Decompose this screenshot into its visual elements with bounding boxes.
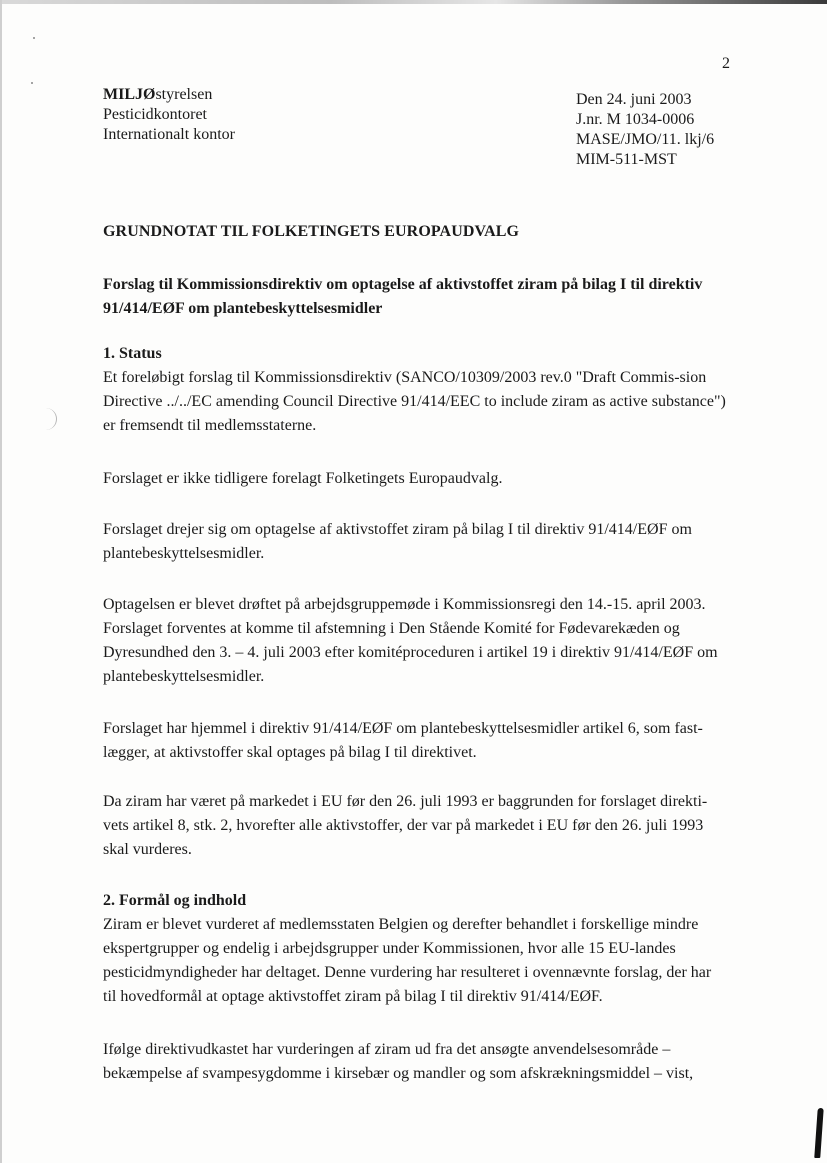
section-status-para-4 — [103, 593, 728, 689]
department-name: Pesticidkontoret — [103, 106, 207, 123]
office-name: Internationalt kontor — [103, 126, 235, 143]
paragraph: Ifølge direktivudkastet har vurderingen af ziram ud fra det ansøgte anvendelsesområde – bekæmpelse af svampesygdomme i kirsebær og mandler og som afskrækningsmiddel – vist, — [103, 1041, 694, 1082]
paragraph: Forslaget har hjemmel i direktiv 91/414/EØF om plantebeskyttelsesmidler artikel 6, som fast-lægger, at aktivstoffer skal optages på bilag I til direktivet. — [103, 720, 703, 761]
scan-speck — [33, 37, 35, 39]
paragraph: Et foreløbigt forslag til Kommissionsdirektiv (SANCO/10309/2003 rev.0 "Draft Commis-sion Directive ../../EC amending Council Directive 91/414/EEC to include ziram as active substance") er fremsendt til medlemsstaterne. — [103, 369, 726, 434]
binder-hole-mark — [42, 408, 57, 430]
organization-name-bold: MILJØ — [103, 86, 156, 103]
document-date: Den 24. juni 2003 — [576, 91, 692, 108]
paragraph: Forslaget er ikke tidligere forelagt Folketingets Europaudvalg. — [103, 470, 503, 487]
organization-name — [103, 85, 235, 105]
organization-name-rest: styrelsen — [155, 86, 213, 103]
section-purpose — [103, 889, 728, 1009]
reference-block — [576, 90, 714, 170]
paragraph: Da ziram har været på markedet i EU før den 26. juli 1993 er baggrunden for forslaget direkti-vets artikel 8, stk. 2, hvorefter alle aktivstoffer, der var på markedet i EU før den 26. juli 1993 skal vurderes. — [103, 793, 708, 858]
letterhead — [103, 85, 235, 145]
section-status-para-3 — [103, 518, 728, 566]
document-code: MIM-511-MST — [576, 151, 677, 168]
scan-left-edge — [0, 0, 2, 1163]
paragraph: Ziram er blevet vurderet af medlemsstaten Belgien og derefter behandlet i forskellige mindre ekspertgrupper og endelig i arbejdsgrupper under Kommissionen, hvor alle 15 EU-landes pesticidmyndigheder har deltaget. Denne vurdering har resulteret i ovennævnte forslag, der har til hovedformål at optage aktivstoffet ziram på bilag I til direktiv 91/414/EØF. — [103, 916, 712, 1005]
case-reference: MASE/JMO/11. lkj/6 — [576, 131, 715, 148]
margin-pen-mark — [814, 1108, 823, 1158]
paragraph: Optagelsen er blevet drøftet på arbejdsgruppemøde i Kommissionsregi den 14.-15. april 2003. Forslaget forventes at komme til afstemning i Den Stående Komité for Fødevarekæden og Dyresundhed den 3. – 4. juli 2003 efter komitéproceduren i artikel 19 i direktiv 91/414/EØF om plantebeskyttelsesmidler. — [103, 596, 718, 685]
paragraph: Forslaget drejer sig om optagelse af aktivstoffet ziram på bilag I til direktiv 91/414/EØF om plantebeskyttelsesmidler. — [103, 521, 692, 562]
page-number: 2 — [722, 55, 730, 72]
scan-speck — [31, 82, 33, 84]
section-status — [103, 342, 728, 438]
section-status-para-6 — [103, 790, 728, 862]
section-heading: 1. Status — [103, 345, 162, 362]
section-heading: 2. Formål og indhold — [103, 892, 247, 909]
document-title: GRUNDNOTAT TIL FOLKETINGETS EUROPAUDVALG — [103, 223, 520, 240]
section-status-para-2 — [103, 467, 728, 491]
document-subject: Forslag til Kommissionsdirektiv om optagelse af aktivstoffet ziram på bilag I til direktiv 91/414/EØF om plantebeskyttelsesmidler — [103, 276, 703, 317]
section-status-para-5 — [103, 717, 728, 765]
scan-top-edge — [0, 0, 827, 4]
section-purpose-para-2 — [103, 1038, 728, 1086]
journal-number: J.nr. M 1034-0006 — [576, 111, 695, 128]
